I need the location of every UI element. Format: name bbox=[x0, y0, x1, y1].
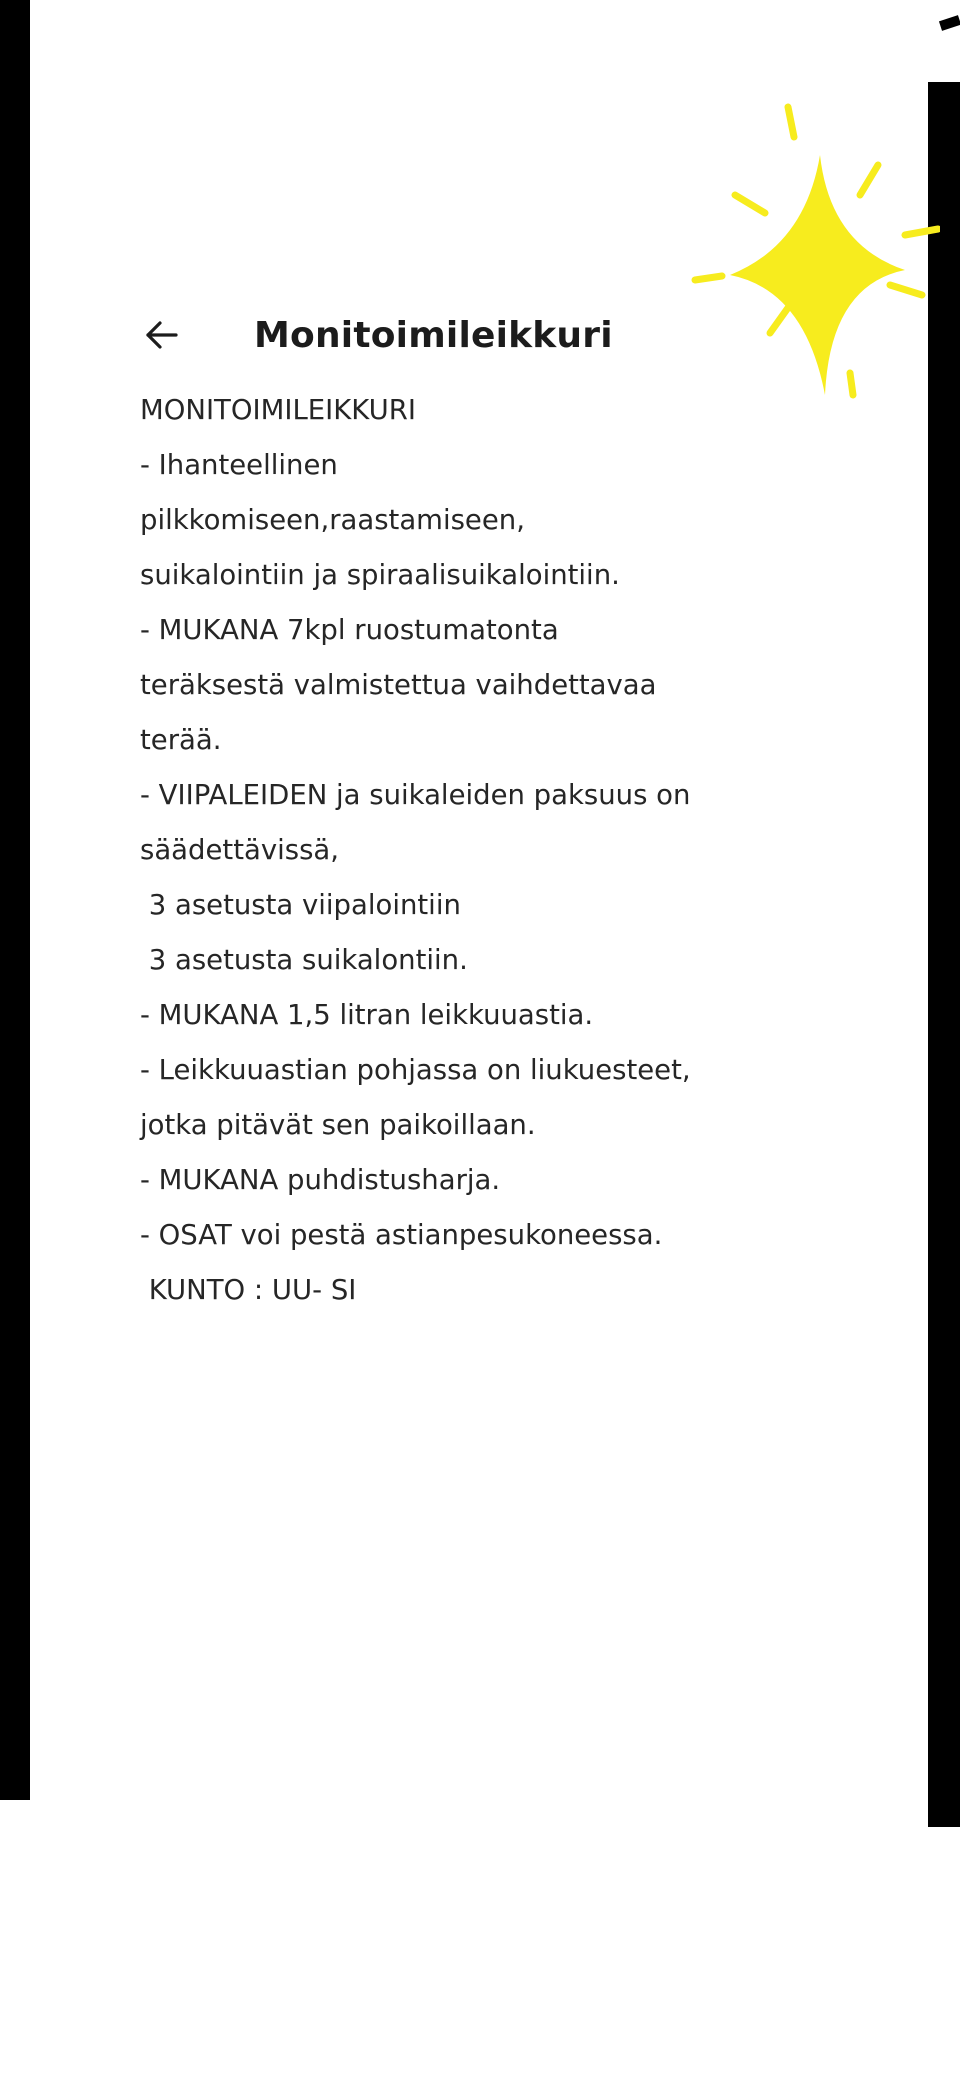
description-line: - VIIPALEIDEN ja suikaleiden paksuus on bbox=[140, 779, 691, 811]
page-title: Monitoimileikkuri bbox=[254, 314, 613, 356]
description-line: KUNTO : UU- SI bbox=[140, 1274, 357, 1306]
item-description bbox=[140, 383, 860, 1318]
description-line: - MUKANA puhdistusharja. bbox=[140, 1164, 501, 1196]
back-button[interactable] bbox=[142, 315, 182, 355]
description-line: - MUKANA 7kpl ruostumatonta bbox=[140, 614, 559, 646]
description-line: pilkkomiseen,raastamiseen, bbox=[140, 504, 525, 536]
description-line: säädettävissä, bbox=[140, 834, 339, 866]
description-line: teräksestä valmistettua vaihdettavaa bbox=[140, 669, 657, 701]
description-line: suikalointiin ja spiraalisuikalointiin. bbox=[140, 559, 620, 591]
top-right-frame-mark bbox=[939, 15, 960, 31]
description-line: - Leikkuuastian pohjassa on liukuesteet, bbox=[140, 1054, 691, 1086]
description-line: - Ihanteellinen bbox=[140, 449, 338, 481]
description-line: - OSAT voi pestä astianpesukoneessa. bbox=[140, 1219, 663, 1251]
left-frame-bar bbox=[0, 0, 30, 1800]
description-line: MONITOIMILEIKKURI bbox=[140, 394, 416, 426]
description-line: 3 asetusta viipalointiin bbox=[140, 889, 461, 921]
description-line: jotka pitävät sen paikoillaan. bbox=[140, 1109, 536, 1141]
bottom-right-frame-mark bbox=[938, 1780, 960, 1824]
arrow-left-icon bbox=[145, 320, 179, 350]
app-header bbox=[142, 300, 802, 370]
description-line: 3 asetusta suikalontiin. bbox=[140, 944, 468, 976]
description-line: - MUKANA 1,5 litran leikkuuastia. bbox=[140, 999, 594, 1031]
description-line: terää. bbox=[140, 724, 222, 756]
